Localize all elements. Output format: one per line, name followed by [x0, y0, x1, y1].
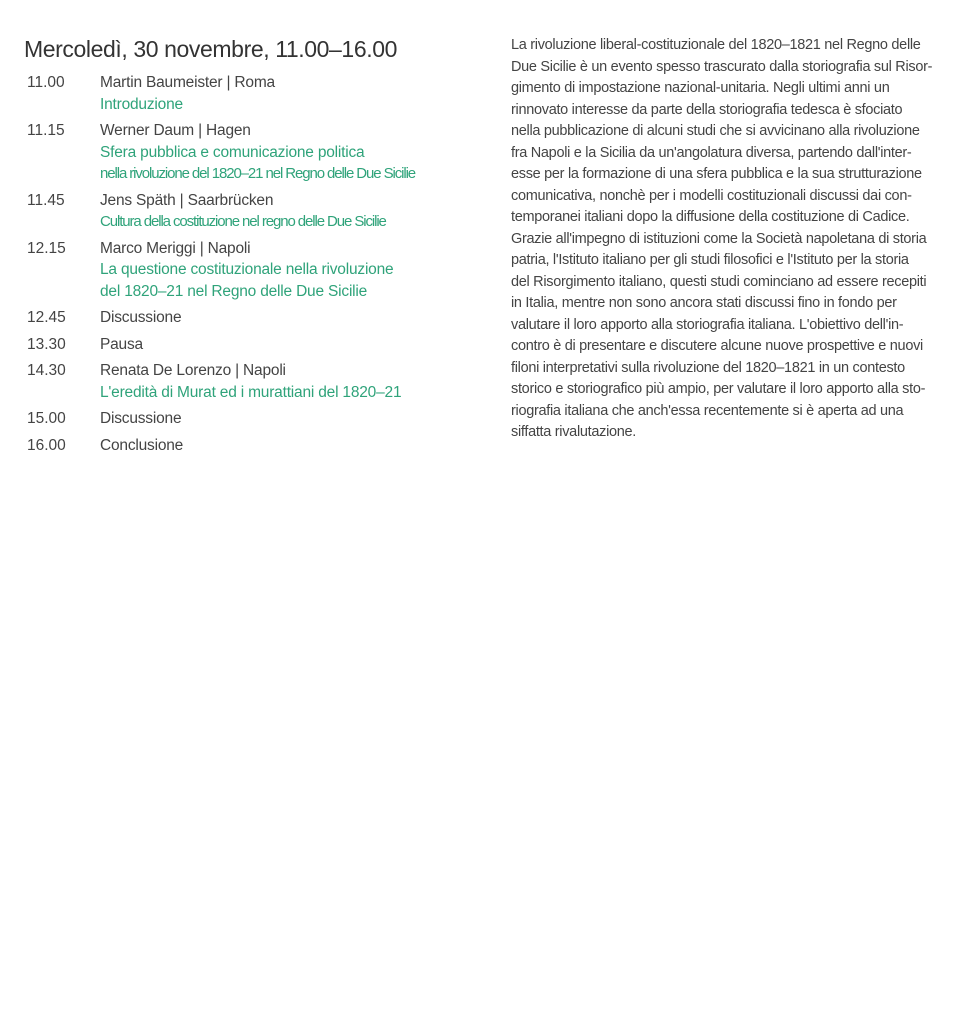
- program-talk-title: nella rivoluzione del 1820–21 nel Regno delle Due Sicilie: [100, 165, 416, 182]
- program-talk-title: L'eredità di Murat ed i murattiani del 1820–21: [100, 383, 402, 401]
- program-speaker: Discussione: [100, 410, 182, 427]
- program-row: [24, 72, 474, 115]
- description-line: Due Sicilie è un evento spesso trascurato dalla storiografia sul Risor-: [511, 58, 933, 75]
- description-line: filoni interpretativi sulla rivoluzione del 1820–1821 in un contesto: [511, 359, 905, 376]
- program-entry: [100, 72, 474, 115]
- description-line: contro è di presentare e discutere alcune nuove prospettive e nuovi: [511, 338, 923, 354]
- program-time: 12.45: [27, 309, 66, 326]
- program-speaker: Renata De Lorenzo | Napoli: [100, 362, 286, 379]
- program-time: 13.30: [27, 335, 66, 353]
- description-line: Grazie all'impegno di istituzioni come la Società napoletana di storia: [511, 230, 927, 247]
- description-line: nella pubblicazione di alcuni studi che si avvicinano alla rivoluzione: [511, 123, 920, 139]
- description-line: del Risorgimento italiano, questi studi cominciano ad essere recepiti: [511, 273, 927, 290]
- program-speaker: Martin Baumeister | Roma: [100, 74, 275, 91]
- program-row: [24, 435, 474, 457]
- program-entry: [100, 120, 474, 185]
- description-line: La rivoluzione liberal-costituzionale del 1820–1821 nel Regno delle: [511, 37, 921, 53]
- description-line: in Italia, mentre non sono ancora stati discussi fino in fondo per: [511, 295, 897, 311]
- program-row: [24, 360, 474, 403]
- program-row: [24, 408, 474, 430]
- program-speaker: Jens Späth | Saarbrücken: [100, 191, 274, 209]
- program-talk-title: Sfera pubblica e comunicazione politica: [100, 143, 365, 161]
- program-row: [24, 334, 474, 356]
- program-entry: [100, 435, 474, 457]
- program-speaker: Werner Daum | Hagen: [100, 122, 251, 139]
- program-entry: [100, 238, 474, 303]
- program-time: 11.00: [27, 74, 65, 91]
- page-title: Mercoledì, 30 novembre, 11.00–16.00: [24, 36, 397, 62]
- program-time: 12.15: [27, 239, 66, 257]
- description-line: storico e storiografico più ampio, per valutare il loro apporto alla sto-: [511, 381, 926, 397]
- program-speaker: Discussione: [100, 309, 182, 326]
- program-time: 16.00: [27, 436, 66, 454]
- program-speaker: Conclusione: [100, 436, 184, 454]
- description-line: patria, l'Istituto italiano per gli studi filosofici e l'Istituto per la storia: [511, 252, 909, 268]
- program-talk-title: Introduzione: [100, 95, 183, 113]
- description-line: rinnovato interesse da parte della storiografia tedesca è sfociato: [511, 101, 903, 118]
- description-line: siffatta rivalutazione.: [511, 424, 637, 440]
- program-row: [24, 307, 474, 329]
- program-time: 15.00: [27, 410, 66, 427]
- description-line: riografia italiana che anch'essa recentemente si è aperta ad una: [511, 402, 904, 419]
- program-row: [24, 190, 474, 233]
- program-entry: [100, 307, 474, 329]
- program-talk-title: Cultura della costituzione nel regno delle Due Sicilie: [100, 213, 386, 230]
- program-row: [24, 120, 474, 185]
- description-paragraph: [511, 35, 956, 444]
- program-speaker: Pausa: [100, 335, 143, 353]
- program-talk-title: La questione costituzionale nella rivoluzione: [100, 261, 394, 278]
- program-time: 14.30: [27, 362, 66, 379]
- program-column: [24, 34, 474, 461]
- program-entry: [100, 334, 474, 356]
- description-line: comunicativa, nonchè per i modelli costituzionali discussi dai con-: [511, 187, 912, 204]
- description-line: valutare il loro apporto alla storiografia italiana. L'obiettivo dell'in-: [511, 316, 904, 333]
- description-line: fra Napoli e la Sicilia da un'angolatura diversa, partendo dall'inter-: [511, 144, 912, 161]
- program-speaker: Marco Meriggi | Napoli: [100, 239, 251, 257]
- description-line: esse per la formazione di una sfera pubblica e la sua strutturazione: [511, 166, 922, 182]
- program-talk-title: del 1820–21 nel Regno delle Due Sicilie: [100, 282, 368, 300]
- program-entry: [100, 190, 474, 233]
- program-entry: [100, 408, 474, 430]
- program-row: [24, 238, 474, 303]
- program-time: 11.45: [27, 191, 65, 209]
- program-entry: [100, 360, 474, 403]
- description-line: gimento di impostazione nazional-unitaria. Negli ultimi anni un: [511, 80, 890, 96]
- program-time: 11.15: [27, 122, 65, 139]
- description-line: temporanei italiani dopo la diffusione della costituzione di Cadice.: [511, 209, 910, 225]
- program-list: [24, 72, 474, 456]
